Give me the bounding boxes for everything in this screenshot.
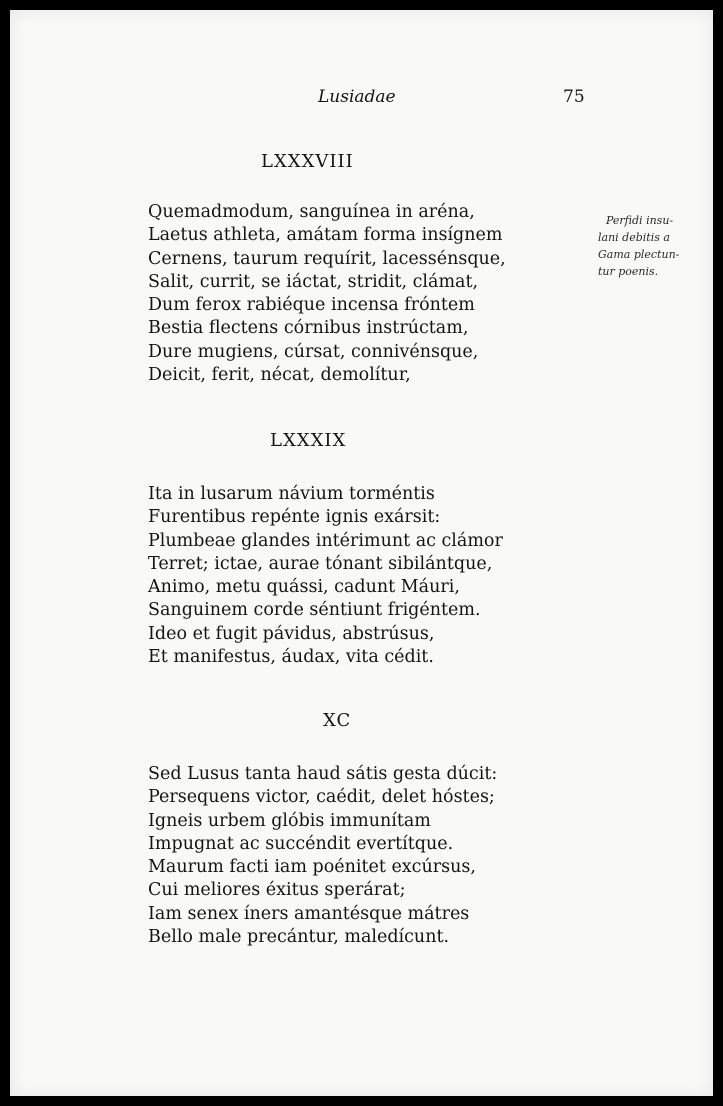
marginal-note-line: Gama plectun- (598, 248, 680, 261)
verse-line: Igneis urbem glóbis immunítam (148, 810, 431, 831)
verse-line: Ideo et fugit pávidus, abstrúsus, (148, 623, 435, 644)
stanza-number: LXXXIX (270, 430, 347, 451)
marginal-note-line: Perfidi insu- (606, 214, 674, 227)
verse-line: Sed Lusus tanta haud sátis gesta dúcit: (148, 764, 498, 784)
verse-line: Laetus athleta, amátam forma insígnem (148, 225, 503, 246)
verse-line: Salit, currit, se iáctat, stridit, clámat, (148, 271, 479, 292)
running-title: Lusiadae (318, 87, 396, 107)
verse-line: Plumbeae glandes intérimunt ac clámor (148, 530, 503, 551)
stanza-verse (148, 763, 497, 949)
stanza-verse (148, 483, 503, 669)
verse-line: Sanguinem corde séntiunt frigéntem. (148, 600, 481, 621)
verse-line: Cui meliores éxitus sperárat; (148, 880, 406, 901)
verse-line: Iam senex íners amantésque mátres (148, 903, 470, 924)
marginal-note-line: tur poenis. (598, 265, 659, 278)
verse-line: Bestia flectens córnibus instrúctam, (148, 318, 469, 339)
verse-line: Deicit, ferit, nécat, demolítur, (148, 365, 411, 386)
verse-line: Terret; ictae, aurae tónant sibilántque, (148, 553, 493, 574)
verse-line: Ita in lusarum návium torméntis (148, 484, 435, 504)
stanza-verse (148, 201, 506, 387)
verse-line: Impugnat ac succéndit evertítque. (148, 833, 454, 854)
book-page (10, 10, 713, 1096)
verse-line: Maurum facti iam poénitet excúrsus, (148, 857, 476, 878)
verse-line: Animo, metu quássi, cadunt Máuri, (148, 577, 460, 598)
verse-line: Dum ferox rabiéque incensa fróntem (148, 295, 475, 316)
verse-line: Quemadmodum, sanguínea in aréna, (148, 202, 475, 222)
verse-line: Persequens victor, caédit, delet hóstes; (148, 787, 495, 808)
marginal-note-line: lani debitis a (598, 231, 670, 244)
stanza-number: XC (323, 710, 352, 731)
verse-line: Dure mugiens, cúrsat, connivénsque, (148, 341, 479, 362)
stanza-number: LXXXVIII (261, 151, 354, 172)
marginal-note (598, 212, 694, 280)
verse-line: Bello male precántur, maledícunt. (148, 927, 450, 948)
verse-line: Furentibus repénte ignis exársit: (148, 507, 441, 528)
page-number: 75 (563, 87, 585, 107)
verse-line: Et manifestus, áudax, vita cédit. (148, 647, 434, 668)
verse-line: Cernens, taurum requírit, lacessénsque, (148, 248, 506, 269)
